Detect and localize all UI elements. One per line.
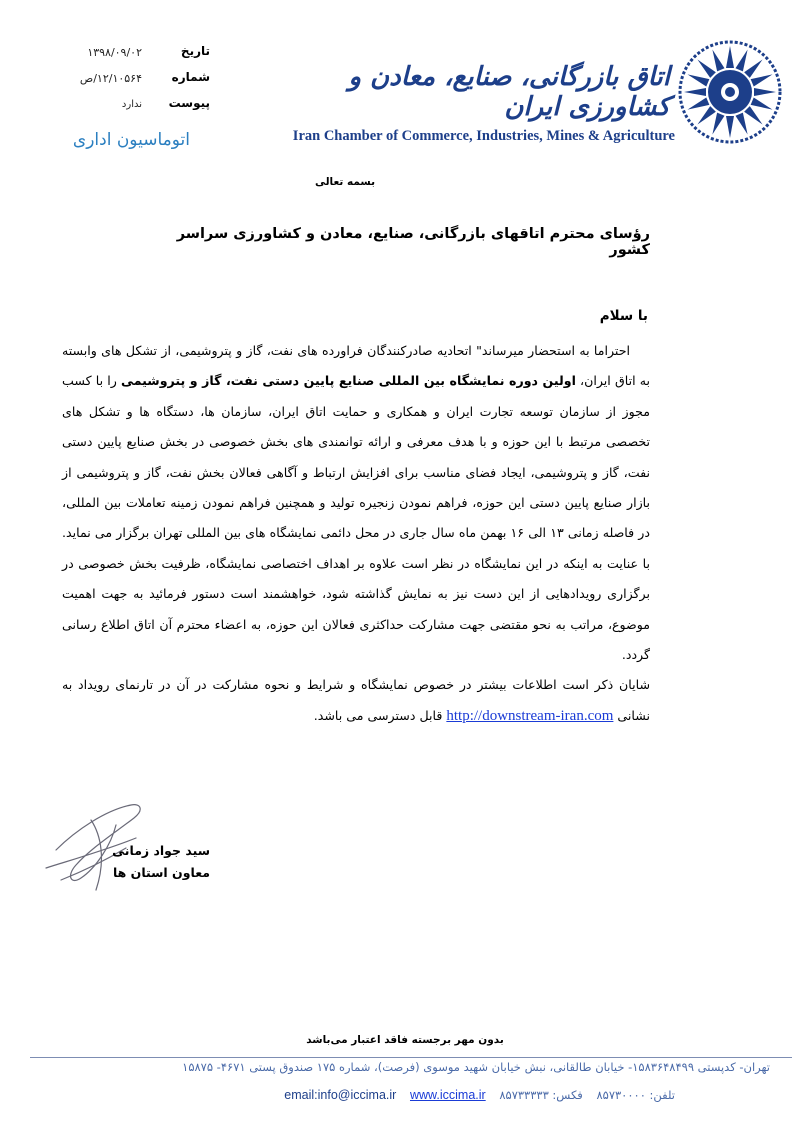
meta-labels bbox=[150, 38, 210, 116]
signer-title: معاون استان ها bbox=[112, 865, 210, 880]
paragraph-1-rest: را با کسب مجوز از سازمان توسعه تجارت ایران و همکاری و حمایت اتاق ایران، سازمان ها، دستگاه ها و تشکل های تخصصی مرتبط با این حوزه و با هدف معرفی و ارائه توانمندی های بخش خصوصی در بخش صنایع پایین دستی نفت، گاز و پتروشیمی، ایجاد فضای مناسب برای افزایش ارتباط و آگاهی فعالان بخش نفت، گاز و پتروشیمی از بازار صنایع پایین دستی این حوزه، فراهم نمودن زنجیره تولید و همچنین فراهم نمودن زمینه تعاملات بین المللی، در فاصله زمانی ۱۳ الی ۱۶ بهمن ماه سال جاری در محل دائمی نمایشگاه های بین المللی تهران برگزار می نماید. با عنایت به اینکه در این نمایشگاه در نظر است علاوه بر اهداف اختصاصی نمایشگاه، ظرفیت بخش خصوصی در برگزاری رویدادهایی از این دست نیز به نمایش گذاشته شود، خواهشمند است دستور فرمائید به جهت اهمیت موضوع، مراتب به نحو مقتضی جهت مشارکت حداکثری فعالان این حوزه، به اعضاء محترم آن اتاق اطلاع رسانی گردد. bbox=[62, 373, 650, 663]
number-value: ۱۲/۱۰۵۶۴/ص bbox=[79, 72, 142, 85]
org-name-fa: اتاق بازرگانی، صنایع، معادن و کشاورزی ایران bbox=[348, 62, 670, 122]
office-automation-label: اتوماسیون اداری bbox=[72, 130, 190, 150]
greeting: با سلام bbox=[599, 308, 648, 324]
footer-phone: تلفن: ۸۵۷۳۰۰۰۰ bbox=[596, 1088, 675, 1102]
signer-name: سید جواد زمانی bbox=[112, 843, 210, 858]
org-name-en: Iran Chamber of Commerce, Industries, Mines & Agriculture bbox=[292, 128, 675, 144]
footer-email[interactable]: email:info@iccima.ir bbox=[284, 1088, 397, 1102]
footer-divider bbox=[30, 1057, 792, 1058]
basmala: بسمه تعالی bbox=[314, 176, 376, 188]
attachment-label: پیوست bbox=[168, 96, 210, 110]
date-label: تاریخ bbox=[180, 44, 210, 58]
paragraph-2-intro: شایان ذکر است اطلاعات بیشتر در خصوص نمایشگاه و شرایط و نحوه مشارکت در آن در تارنمای رویداد به نشانی bbox=[62, 677, 650, 723]
paragraph-1-intro: احتراما به استحضار میرساند" اتحادیه صادرکنندگان فراورده های نفت، گاز و پتروشیمی، از تشکل های وابسته به اتاق ایران، bbox=[62, 343, 650, 389]
paragraph-2 bbox=[62, 670, 650, 731]
date-value: ۱۳۹۸/۰۹/۰۲ bbox=[87, 46, 142, 59]
paragraph-1 bbox=[62, 336, 650, 670]
footer-address: تهران- کدپستی ۱۵۸۳۶۴۸۴۹۹- خیابان طالقانی، نبش خیابان شهید موسوی (فرصت)، شماره ۱۷۵ صندوق پستی ۴۶۷۱- ۱۵۸۷۵ bbox=[182, 1060, 770, 1074]
no-seal-notice: بدون مهر برجسته فاقد اعتبار می‌باشد bbox=[306, 1034, 504, 1046]
exhibition-title: اولین دوره نمایشگاه بین المللی صنایع پایین دستی نفت، گاز و پتروشیمی bbox=[120, 373, 576, 389]
attachment-value: ندارد bbox=[121, 99, 142, 110]
number-label: شماره bbox=[171, 70, 210, 84]
footer-fax: فکس: ۸۵۷۳۳۳۳۳ bbox=[499, 1088, 583, 1102]
signer-block bbox=[90, 840, 210, 884]
addressee: رؤسای محترم اتاقهای بازرگانی، صنایع، معادن و کشاورزی سراسر کشور bbox=[176, 226, 650, 258]
paragraph-2-rest: قابل دسترسی می باشد. bbox=[313, 707, 447, 723]
event-website-link[interactable]: http://downstream-iran.com bbox=[446, 707, 614, 724]
letter-body bbox=[62, 336, 650, 731]
chamber-logo-icon bbox=[676, 38, 784, 146]
footer-contact bbox=[180, 1088, 675, 1102]
meta-values bbox=[60, 40, 142, 118]
footer-website-link[interactable]: www.iccima.ir bbox=[409, 1088, 486, 1102]
